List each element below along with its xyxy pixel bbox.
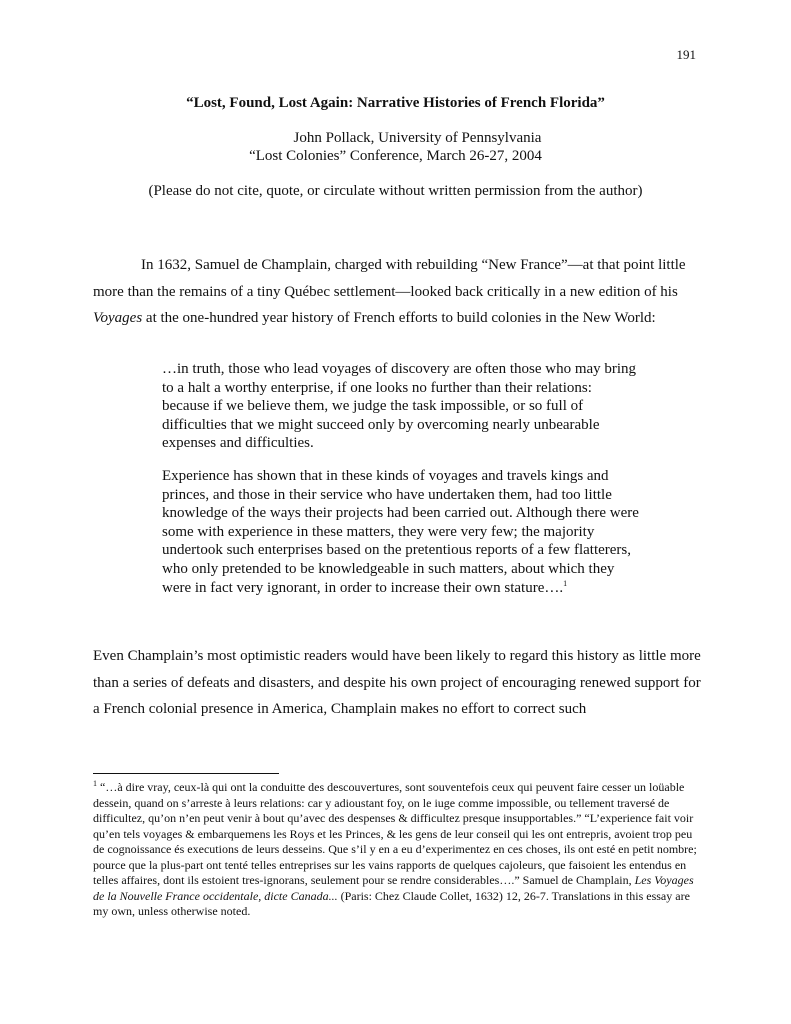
citation-notice: (Please do not cite, quote, or circulate without written permission from the author) (148, 183, 643, 199)
footnote-1 (93, 780, 703, 920)
paragraph-1-text-b: at the one-hundred year history of French efforts to build colonies in the New World: (142, 310, 656, 326)
author-block (0, 129, 791, 165)
body-paragraph-2: Even Champlain’s most optimistic readers would have been likely to regard this history as little more than a series of defeats and disasters, and despite his own project of encouraging renewed support for a French colonial presence in America, Champlain makes no effort to correct such (93, 648, 701, 717)
footnote-text-a: “…à dire vray, ceux-là qui ont la conduitte des descouvertures, sont souventefois ceux qui peuvent faire cesser un loüable dessein, quand on s’arreste à leurs relations: car y adioustant foy, on le iuge comme impossible, ou tellement traversé de difficultez, qu’on n’en peut venir à bout qu’avec des despenses & difficultez presque insupportables.” “L’experience fait voir qu’en tels voyages & embarquemens les Roys et les Princes, & les gens de leur conseil qui les ont entrepris, avoient trop peu de cognoissance és executions de leurs desseins. Que s’il y en a eu d’experimentez en ces choses, ils ont esté en petit nombre; pource que la plus-part ont tenté telles entreprises sur les vains rapports de quelques cajoleurs, que faisoient les entendus en telles affaires, dont ils estoient tres-ignorans, seulement pour se rendre considerables….” Samuel de Champlain, (93, 780, 697, 887)
footnote-text-b: (Paris: Chez Claude Collet, 1632) 12, 26-7. Translations in this essay are my own, unless otherwise noted. (93, 888, 690, 918)
footnote-divider (93, 773, 279, 774)
block-quote-2 (162, 467, 642, 597)
page-number: 191 (676, 47, 696, 62)
paper-title: “Lost, Found, Lost Again: Narrative Histories of French Florida” (186, 95, 605, 111)
author-affiliation: John Pollack, University of Pennsylvania (293, 130, 542, 146)
footnote-reference[interactable]: 1 (563, 578, 568, 588)
voyages-italic: Voyages (93, 310, 143, 326)
block-quote-1: …in truth, those who lead voyages of discovery are often those who may bring to a halt a worthy enterprise, if one looks no further than their relations: because if we believe them, we judge the task impossible, or so full of difficulties that we might succeed only by overcoming nearly unbearable expenses and difficulties. (162, 361, 637, 452)
body-paragraph-1 (93, 252, 701, 332)
paragraph-1-text-a: In 1632, Samuel de Champlain, charged with rebuilding “New France”—at that point little more than the remains of a tiny Québec settlement—looked back critically in a new edition of his (93, 257, 686, 300)
conference-info: “Lost Colonies” Conference, March 26-27, 2004 (249, 148, 542, 164)
block-quote-2-text: Experience has shown that in these kinds of voyages and travels kings and princes, and those in their service who have undertaken them, had too little knowledge of the ways their projects had been carried out. Although there were some with experience in these matters, they were very few; the majority undertook such enterprises based on the pretentious reports of a few flatterers, who only pretended to be knowledgeable in such matters, about which they were in fact very ignorant, in order to increase their own stature…. (162, 468, 639, 596)
footnote-marker: 1 (93, 779, 97, 788)
footnote-book-title: Les Voyages de la Nouvelle France occidentale, dicte Canada... (93, 873, 694, 903)
